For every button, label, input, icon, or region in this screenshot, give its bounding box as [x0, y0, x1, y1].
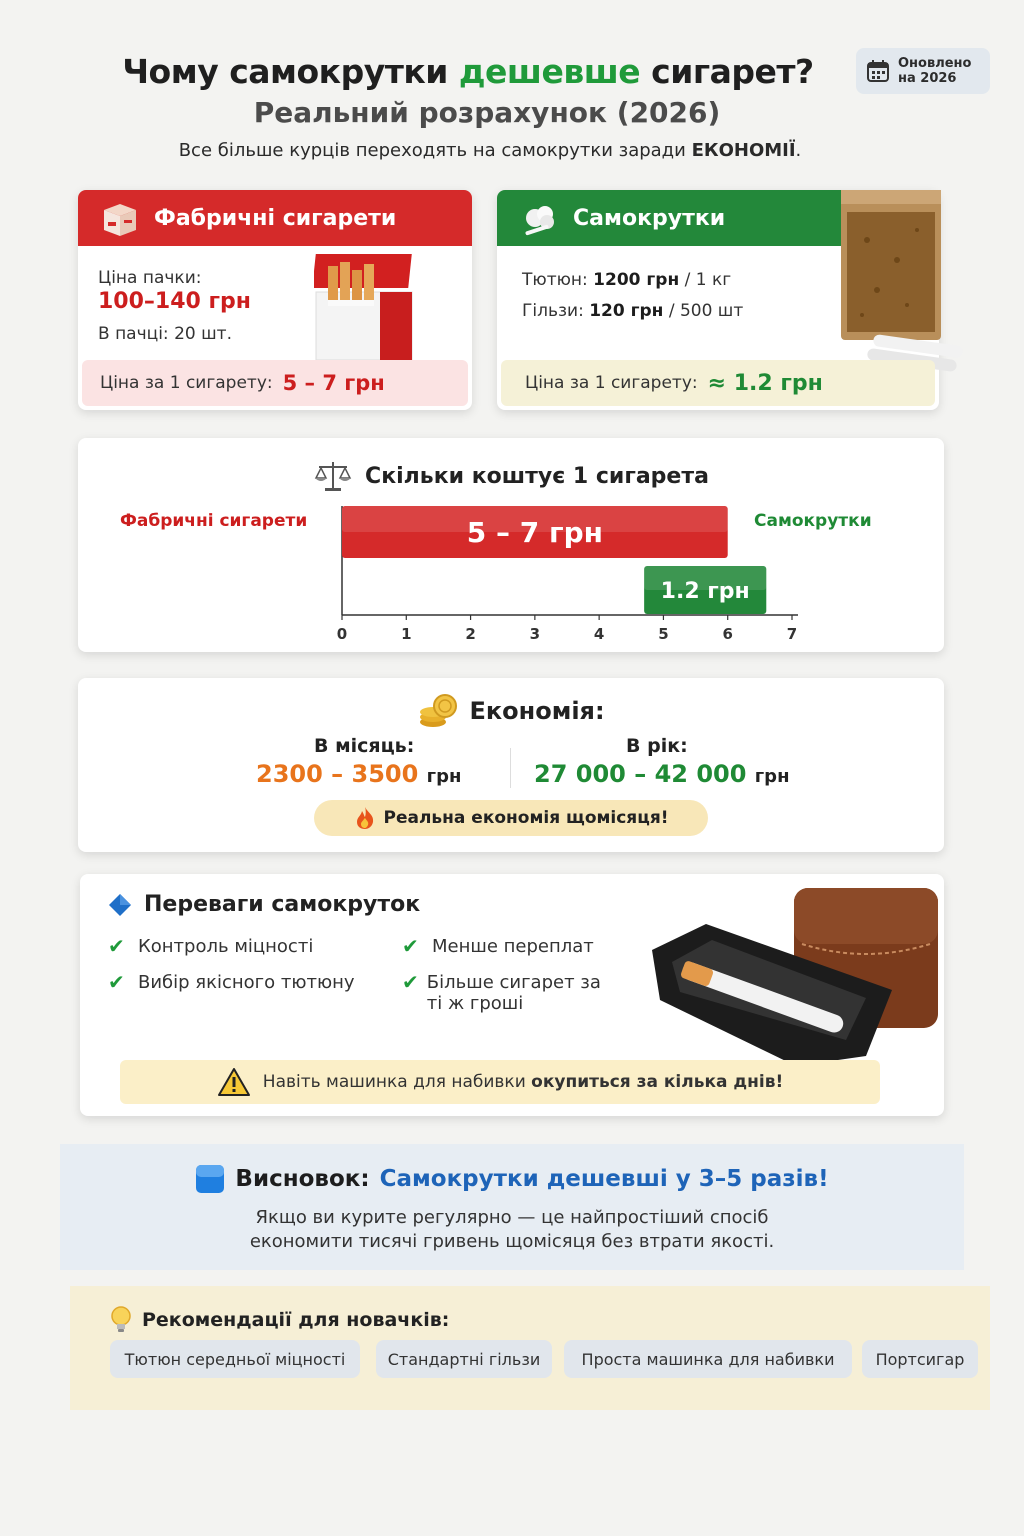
advantage-item [108, 972, 355, 993]
intro-text: Все більше курців переходять на самокрутки заради [178, 140, 686, 161]
pack-price: 100–140 грн [98, 289, 251, 314]
recommendation-chip: Проста машинка для набивки [564, 1340, 852, 1378]
factory-per-cig-value: 5 – 7 грн [282, 371, 385, 395]
chart-card [78, 438, 944, 652]
lightbulb-icon [110, 1306, 132, 1334]
x-tick-label: 0 [336, 625, 348, 643]
tobacco-line [522, 270, 731, 290]
economy-title: Економія: [469, 697, 605, 725]
bar-label: 5 – 7 грн [466, 516, 603, 549]
x-tick-label: 7 [786, 625, 798, 643]
x-tick-label: 5 [658, 625, 669, 643]
recommendations-section [70, 1286, 990, 1410]
factory-title: Фабричні сигарети [154, 205, 397, 231]
advantage-text: Менше переплат [432, 936, 594, 957]
tubes-label: Гільзи: [522, 301, 584, 321]
conclusion-body [60, 1206, 964, 1254]
update-badge [856, 48, 990, 94]
economy-card [78, 678, 944, 852]
conclusion-text: Самокрутки дешевші у 3–5 разів! [379, 1166, 829, 1192]
factory-header [78, 190, 472, 246]
intro-end: . [795, 140, 802, 161]
advantage-text: Контроль міцності [138, 936, 314, 957]
economy-divider [510, 748, 511, 788]
roll-header [497, 190, 857, 246]
fire-icon [354, 806, 376, 830]
advantage-item [402, 936, 594, 957]
year-label: В рік: [626, 735, 688, 757]
tobacco-unit: / 1 кг [684, 270, 732, 290]
year-value-row [534, 760, 790, 788]
advantages-card [80, 874, 944, 1116]
tobacco-icon [521, 200, 561, 236]
legend-factory: Фабричні сигарети [120, 511, 308, 531]
warning-text: Навіть машинка для набивки [262, 1072, 526, 1092]
year-value: 27 000 – 42 000 [534, 760, 747, 788]
economy-pill [314, 800, 708, 836]
blue-square-icon [195, 1164, 225, 1194]
month-unit: грн [426, 766, 462, 787]
tubes-line [522, 301, 743, 321]
recommendations-title: Рекомендації для новачків: [142, 1309, 450, 1331]
pack-price-label: Ціна пачки: [98, 268, 202, 288]
roll-title: Самокрутки [573, 205, 726, 231]
roll-per-cig-label: Ціна за 1 сигарету: [525, 373, 698, 393]
x-tick-label: 4 [593, 625, 605, 643]
title-part2: сигарет? [651, 52, 814, 91]
recommendation-chip: Портсигар [862, 1340, 978, 1378]
roll-card [497, 190, 939, 410]
pack-count: В пачці: 20 шт. [98, 324, 232, 344]
tobacco-pouch-icon [837, 190, 967, 376]
coins-icon [417, 692, 459, 730]
advantage-text: Більше сигарет за ті ж гроші [426, 972, 601, 1014]
economy-pill-text: Реальна економія щомісяця! [383, 808, 669, 828]
year-unit: грн [754, 766, 790, 787]
tobacco-label: Тютюн: [522, 270, 588, 290]
conclusion-body-line2: економити тисячі гривень щомісяця без втрати якості. [249, 1231, 775, 1252]
rolling-machine-icon [646, 880, 942, 1080]
warning-bold: окупиться за кілька днів! [531, 1072, 784, 1092]
price-bar-chart [78, 438, 944, 652]
recommendation-chip: Стандартні гільзи [376, 1340, 552, 1378]
economy-title-row [78, 692, 944, 730]
factory-per-cig [82, 360, 468, 406]
check-icon: ✔ [402, 934, 419, 958]
recommendation-chip: Тютюн середньої міцності [110, 1340, 360, 1378]
badge-line1: Оновлено [898, 56, 972, 71]
calendar-icon [866, 59, 890, 83]
tubes-price: 120 грн [589, 301, 664, 321]
badge-line2: на 2026 [898, 71, 957, 86]
conclusion-label: Висновок: [235, 1166, 370, 1192]
roll-per-cig [501, 360, 935, 406]
factory-card [78, 190, 472, 410]
factory-per-cig-label: Ціна за 1 сигарету: [100, 373, 273, 393]
roll-per-cig-value: ≈ 1.2 грн [707, 370, 823, 396]
month-value-row [256, 760, 461, 788]
x-tick-label: 6 [722, 625, 733, 643]
title-part1: Чому самокрутки [122, 52, 448, 91]
conclusion-title-row [60, 1164, 964, 1194]
month-label: В місяць: [314, 735, 415, 757]
recommendations-title-row [110, 1306, 449, 1334]
page-intro [0, 140, 980, 161]
conclusion-section [60, 1144, 964, 1270]
page-title [0, 52, 936, 91]
advantage-item [108, 936, 313, 957]
diamond-icon [108, 893, 132, 917]
box-icon [98, 198, 142, 238]
month-value: 2300 – 3500 [256, 760, 419, 788]
x-tick-label: 3 [529, 625, 541, 643]
intro-bold: ЕКОНОМІЇ [691, 140, 796, 161]
warning-banner [120, 1060, 880, 1104]
bar-label: 1.2 грн [660, 579, 750, 604]
chart-title: Скільки коштує 1 сигарета [365, 463, 709, 489]
advantages-title-row [108, 892, 420, 917]
check-icon: ✔ [108, 934, 125, 958]
warning-icon [217, 1067, 251, 1097]
advantage-text: Вибір якісного тютюну [138, 972, 355, 993]
title-highlight: дешевше [458, 52, 641, 91]
tobacco-price: 1200 грн [593, 270, 680, 290]
advantage-item [402, 972, 602, 1014]
advantages-title: Переваги самокруток [144, 892, 421, 917]
conclusion-body-line1: Якщо ви курите регулярно — це найпростіший спосіб [255, 1207, 769, 1228]
x-tick-label: 1 [401, 625, 412, 643]
cigarette-pack-icon [314, 252, 418, 360]
legend-roll: Самокрутки [754, 511, 872, 531]
page-subtitle: Реальний розрахунок (2026) [253, 96, 721, 129]
check-icon: ✔ [402, 970, 419, 994]
check-icon: ✔ [108, 970, 125, 994]
tubes-unit: / 500 шт [668, 301, 744, 321]
x-tick-label: 2 [465, 625, 476, 643]
